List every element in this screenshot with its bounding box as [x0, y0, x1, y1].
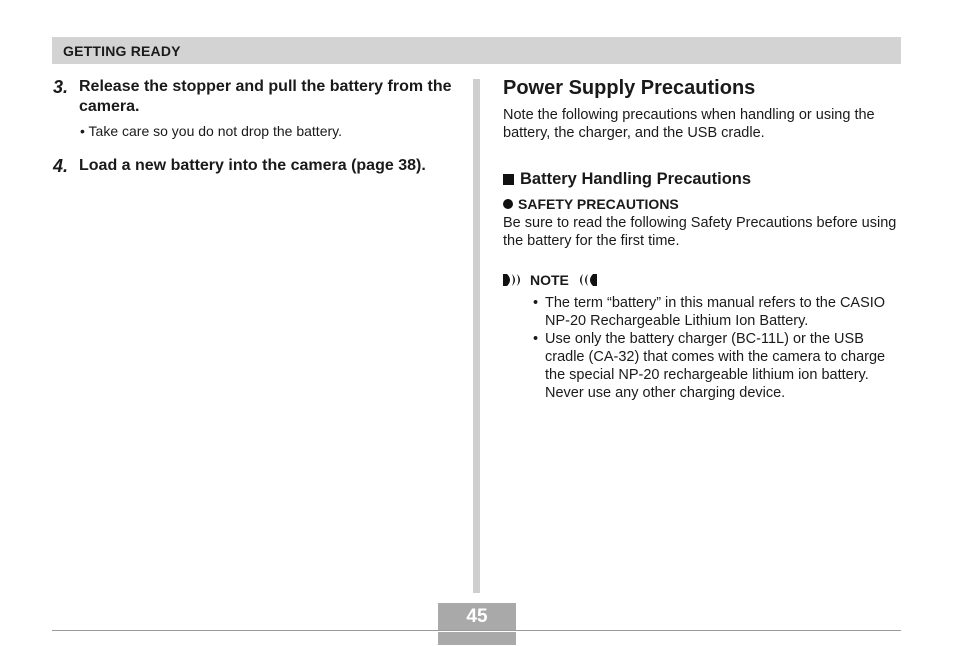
circle-bullet-icon — [503, 199, 513, 209]
safety-heading — [503, 196, 679, 212]
section-header-title: GETTING READY — [63, 43, 181, 59]
note-right-arrows-icon — [575, 273, 597, 287]
page-number: 45 — [466, 606, 488, 627]
note-item-text: Use only the battery charger (BC-11L) or the USB cradle (CA-32) that comes with the camera to charge the special NP-20 rechargeable lithium ion battery. Never use any other charging device. — [545, 331, 886, 401]
column-divider — [473, 79, 480, 593]
step-number: 3. — [53, 77, 69, 97]
page-title: Power Supply Precautions — [503, 77, 756, 99]
step-text: Release the stopper and pull the battery from the camera. — [79, 78, 452, 115]
note-item-text: The term “battery” in this manual refers to the CASIO NP-20 Rechargeable Lithium Ion Battery. — [545, 295, 886, 329]
bullet-icon: • — [533, 331, 539, 347]
note-list — [533, 294, 903, 402]
safety-paragraph: Be sure to read the following Safety Precautions before using the battery for the first time. — [503, 215, 897, 249]
square-bullet-icon — [503, 174, 514, 185]
note-item — [533, 294, 903, 330]
intro-paragraph: Note the following precautions when handling or using the battery, the charger, and the USB cradle. — [503, 107, 875, 141]
safety-heading-text: SAFETY PRECAUTIONS — [518, 196, 679, 212]
step-number: 4. — [53, 156, 69, 176]
section-heading-text: Battery Handling Precautions — [520, 170, 752, 188]
note-header — [503, 272, 597, 288]
bullet-item: • Take care so you do not drop the battery. — [80, 123, 342, 139]
step-text: Load a new battery into the camera (page 38). — [79, 157, 426, 174]
page-number-box — [438, 603, 516, 645]
note-label: NOTE — [530, 272, 569, 288]
bullet-icon: • — [533, 295, 539, 311]
section-heading — [503, 170, 751, 189]
note-left-arrows-icon — [503, 273, 525, 287]
note-item — [533, 330, 903, 402]
section-header-bar — [52, 37, 901, 64]
